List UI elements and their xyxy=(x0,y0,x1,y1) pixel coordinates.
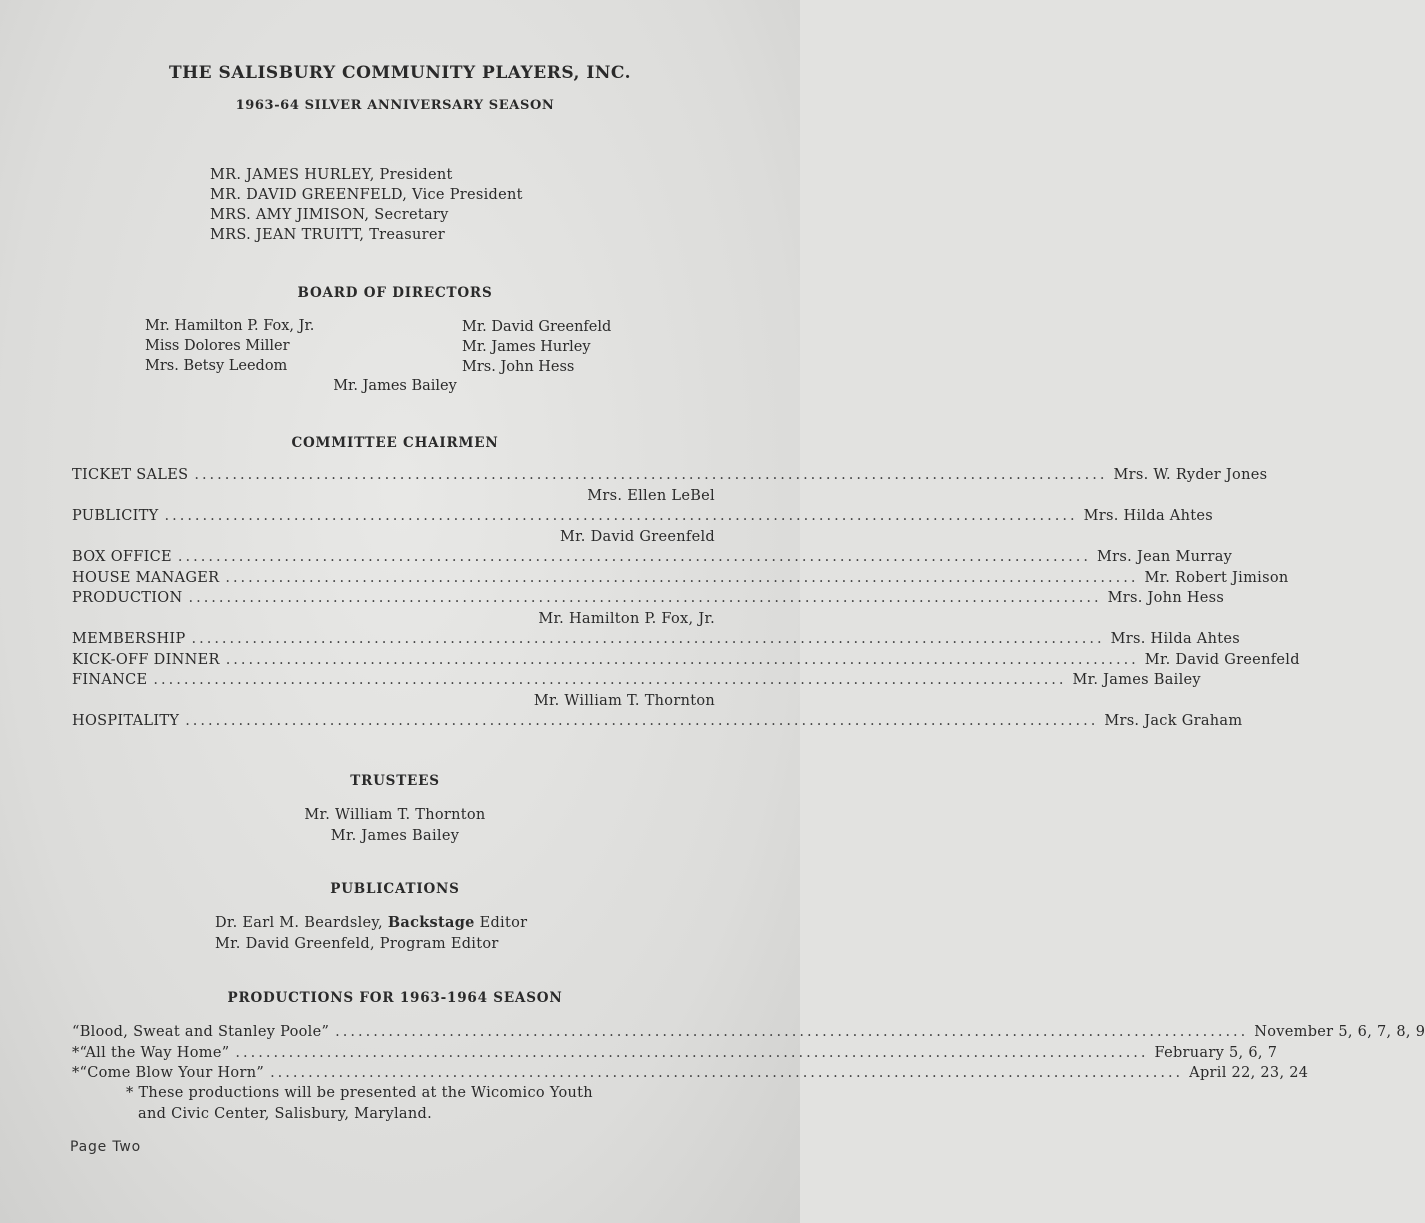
publications-heading: PUBLICATIONS xyxy=(330,881,460,897)
row-value: Mr. William T. Thornton xyxy=(533,692,715,709)
leader-row xyxy=(72,650,1300,671)
committee-heading: COMMITTEE CHAIRMEN xyxy=(291,435,499,451)
leader-row xyxy=(72,1063,1309,1084)
dot-leader: ........................................................................................................................ xyxy=(270,1065,1184,1081)
board-member: Mr. Hamilton P. Fox, Jr. xyxy=(145,318,315,334)
row-value: February 5, 6, 7 xyxy=(1154,1044,1278,1061)
row-label: *“All the Way Home” xyxy=(72,1044,230,1061)
dot-leader: ........................................................................................................................ xyxy=(177,549,1092,565)
row-label: MEMBERSHIP xyxy=(72,631,186,647)
leader-row-continued xyxy=(72,609,715,630)
trustees-list xyxy=(0,805,790,846)
row-value: Mr. Hamilton P. Fox, Jr. xyxy=(538,610,715,627)
productions-list xyxy=(72,1022,1425,1084)
row-value: November 5, 6, 7, 8, 9 xyxy=(1254,1024,1425,1040)
row-label: HOSPITALITY xyxy=(72,713,180,729)
dot-leader: ........................................................................................................................ xyxy=(153,672,1067,688)
dot-leader: ........................................................................................................................ xyxy=(164,508,1078,524)
board-member: Mr. James Hurley xyxy=(462,339,591,355)
officer-line: MR. JAMES HURLEY, President xyxy=(210,167,453,183)
officer-line: MRS. JEAN TRUITT, Treasurer xyxy=(210,227,445,243)
row-value: Mrs. Ellen LeBel xyxy=(587,487,715,504)
leader-row xyxy=(72,588,1225,609)
trustees-heading: TRUSTEES xyxy=(350,773,440,789)
row-value: Mrs. Hilda Ahtes xyxy=(1083,508,1213,524)
trustee-name: Mr. William T. Thornton xyxy=(304,807,486,823)
board-member: Mrs. John Hess xyxy=(462,359,575,375)
row-value: Mr. David Greenfeld xyxy=(560,528,715,545)
dot-leader: ........................................................................................................................ xyxy=(188,590,1102,606)
trustee-name: Mr. James Bailey xyxy=(330,827,460,844)
officers-list xyxy=(210,165,523,245)
row-label: BOX OFFICE xyxy=(72,549,172,565)
page-number: Page Two xyxy=(70,1139,141,1155)
board-member: Mrs. Betsy Leedom xyxy=(145,358,288,374)
row-value: April 22, 23, 24 xyxy=(1189,1065,1309,1081)
editor-name: Dr. Earl M. Beardsley, xyxy=(215,915,383,931)
dot-leader: ........................................................................................................................ xyxy=(191,631,1105,647)
dot-leader: ........................................................................................................................ xyxy=(225,569,1139,586)
row-value: Mr. Robert Jimison xyxy=(1144,569,1289,586)
publication-editor xyxy=(215,913,527,934)
leader-row xyxy=(72,506,1213,527)
board-left-column xyxy=(145,316,314,376)
leader-row xyxy=(72,568,1289,589)
row-label: FINANCE xyxy=(72,672,148,688)
row-label: PRODUCTION xyxy=(72,590,183,606)
dot-leader: ........................................................................................................................ xyxy=(225,651,1139,668)
board-member-center: Mr. James Bailey xyxy=(333,378,457,394)
row-value: Mrs. Jack Graham xyxy=(1104,713,1243,729)
leader-row xyxy=(72,1043,1278,1064)
committee-list xyxy=(72,465,1300,732)
leader-row xyxy=(72,629,1240,650)
leader-row-continued xyxy=(72,486,715,507)
publications-list xyxy=(215,913,527,954)
board-right-column xyxy=(462,317,611,377)
board-heading: BOARD OF DIRECTORS xyxy=(297,285,493,301)
board-member: Miss Dolores Miller xyxy=(145,338,290,354)
row-value: Mr. James Bailey xyxy=(1072,672,1201,688)
row-value: Mrs. Hilda Ahtes xyxy=(1110,631,1240,647)
row-value: Mr. David Greenfeld xyxy=(1144,651,1300,668)
leader-row xyxy=(72,670,1201,691)
officer-line: MRS. AMY JIMISON, Secretary xyxy=(210,207,449,223)
row-label: KICK-OFF DINNER xyxy=(72,651,220,668)
editor-role: Editor xyxy=(479,915,528,931)
note-line: * These productions will be presented at the Wicomico Youth xyxy=(126,1085,593,1101)
leader-row-continued xyxy=(72,527,715,548)
row-label: HOUSE MANAGER xyxy=(72,569,220,586)
leader-row-continued xyxy=(72,691,715,712)
row-label: *“Come Blow Your Horn” xyxy=(72,1065,265,1081)
productions-heading: PRODUCTIONS FOR 1963-1964 SEASON xyxy=(227,990,563,1006)
season-subtitle: 1963-64 SILVER ANNIVERSARY SEASON xyxy=(235,98,555,113)
row-value: Mrs. John Hess xyxy=(1107,590,1225,606)
leader-row xyxy=(72,465,1268,486)
row-label: TICKET SALES xyxy=(72,467,189,483)
dot-leader: ........................................................................................................................ xyxy=(235,1044,1149,1061)
dot-leader: ........................................................................................................................ xyxy=(335,1024,1249,1040)
dot-leader: ........................................................................................................................ xyxy=(194,467,1108,483)
officer-line: MR. DAVID GREENFELD, Vice President xyxy=(210,187,523,203)
dot-leader: ........................................................................................................................ xyxy=(185,713,1099,729)
row-label: “Blood, Sweat and Stanley Poole” xyxy=(72,1024,330,1040)
leader-row xyxy=(72,711,1243,732)
publication-editor: Mr. David Greenfeld, Program Editor xyxy=(215,935,499,952)
page-title: THE SALISBURY COMMUNITY PLAYERS, INC. xyxy=(168,63,632,83)
leader-row xyxy=(72,547,1233,568)
row-value: Mrs. W. Ryder Jones xyxy=(1113,467,1268,483)
backstage-title: Backstage xyxy=(387,914,475,931)
leader-row xyxy=(72,1022,1425,1043)
row-label: PUBLICITY xyxy=(72,508,159,524)
board-member: Mr. David Greenfeld xyxy=(462,319,612,335)
row-value: Mrs. Jean Murray xyxy=(1097,549,1233,565)
note-line: and Civic Center, Salisbury, Maryland. xyxy=(138,1106,433,1122)
productions-note xyxy=(126,1083,593,1125)
